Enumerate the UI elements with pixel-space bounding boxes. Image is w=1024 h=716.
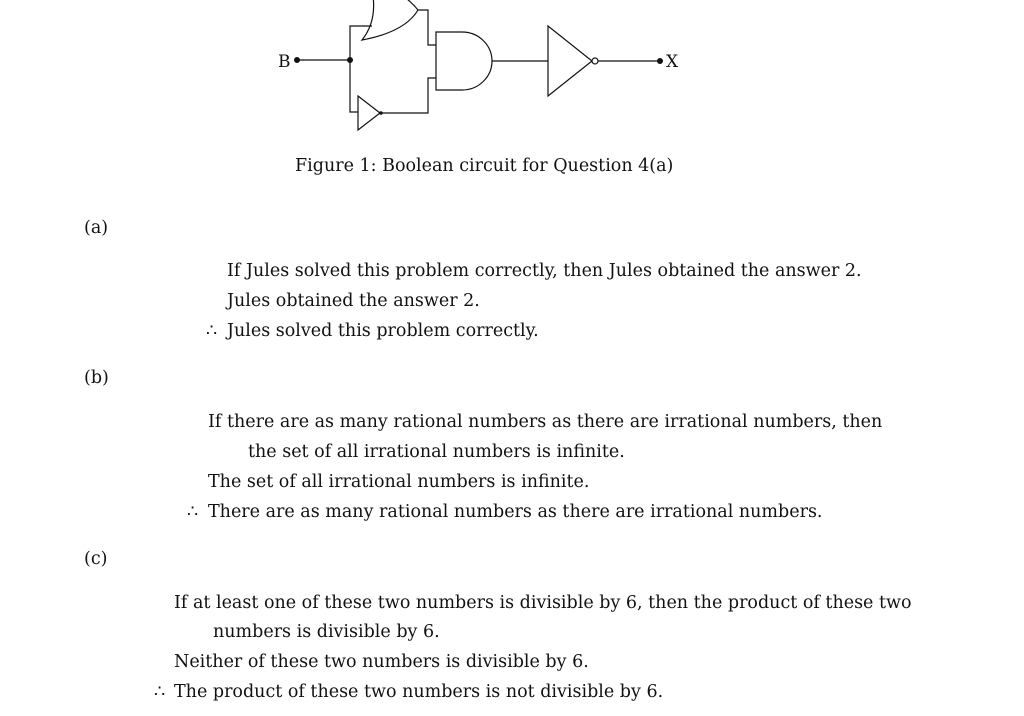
question-c-label: (c) bbox=[84, 549, 108, 569]
small-not-bubble bbox=[379, 111, 383, 115]
label-b: B bbox=[278, 52, 291, 72]
question-b-premise1-line1: If there are as many rational numbers as there are irrational numbers, then bbox=[208, 412, 883, 432]
figure-caption: Figure 1: Boolean circuit for Question 4(a) bbox=[295, 156, 674, 176]
question-a-premise2: Jules obtained the answer 2. bbox=[227, 291, 480, 311]
junction-dot bbox=[347, 57, 353, 63]
wire-not-to-and bbox=[382, 78, 436, 113]
question-a-conclusion: Jules solved this problem correctly. bbox=[227, 321, 539, 341]
question-b-label: (b) bbox=[84, 368, 109, 388]
not-gate-bubble bbox=[592, 58, 598, 64]
question-b-therefore-symbol: ∴ bbox=[187, 502, 199, 522]
question-b-premise1-line2: the set of all irrational numbers is infinite. bbox=[248, 442, 625, 462]
question-a-label: (a) bbox=[84, 218, 109, 238]
question-c-therefore-symbol: ∴ bbox=[154, 682, 166, 702]
question-c-premise1-line1: If at least one of these two numbers is divisible by 6, then the product of these two bbox=[174, 593, 912, 613]
boolean-circuit-figure bbox=[0, 0, 1024, 150]
large-not-gate bbox=[548, 26, 592, 96]
wire-b-to-not bbox=[350, 60, 358, 112]
wire-or-to-and bbox=[418, 10, 436, 45]
label-x: X bbox=[666, 52, 679, 72]
question-c-premise1-line2: numbers is divisible by 6. bbox=[213, 622, 440, 642]
question-a-premise1: If Jules solved this problem correctly, then Jules obtained the answer 2. bbox=[227, 261, 862, 281]
question-c-conclusion: The product of these two numbers is not divisible by 6. bbox=[174, 682, 664, 702]
b-terminal-dot bbox=[294, 57, 300, 63]
question-a-therefore-symbol: ∴ bbox=[206, 321, 218, 341]
question-c-premise2: Neither of these two numbers is divisible by 6. bbox=[174, 652, 589, 672]
x-terminal-dot bbox=[657, 58, 663, 64]
question-b-premise2: The set of all irrational numbers is infinite. bbox=[208, 472, 590, 492]
and-gate bbox=[436, 32, 492, 90]
or-gate bbox=[362, 0, 418, 40]
wire-b-to-or bbox=[350, 26, 372, 60]
question-b-conclusion: There are as many rational numbers as there are irrational numbers. bbox=[208, 502, 823, 522]
small-not-gate bbox=[358, 96, 380, 130]
